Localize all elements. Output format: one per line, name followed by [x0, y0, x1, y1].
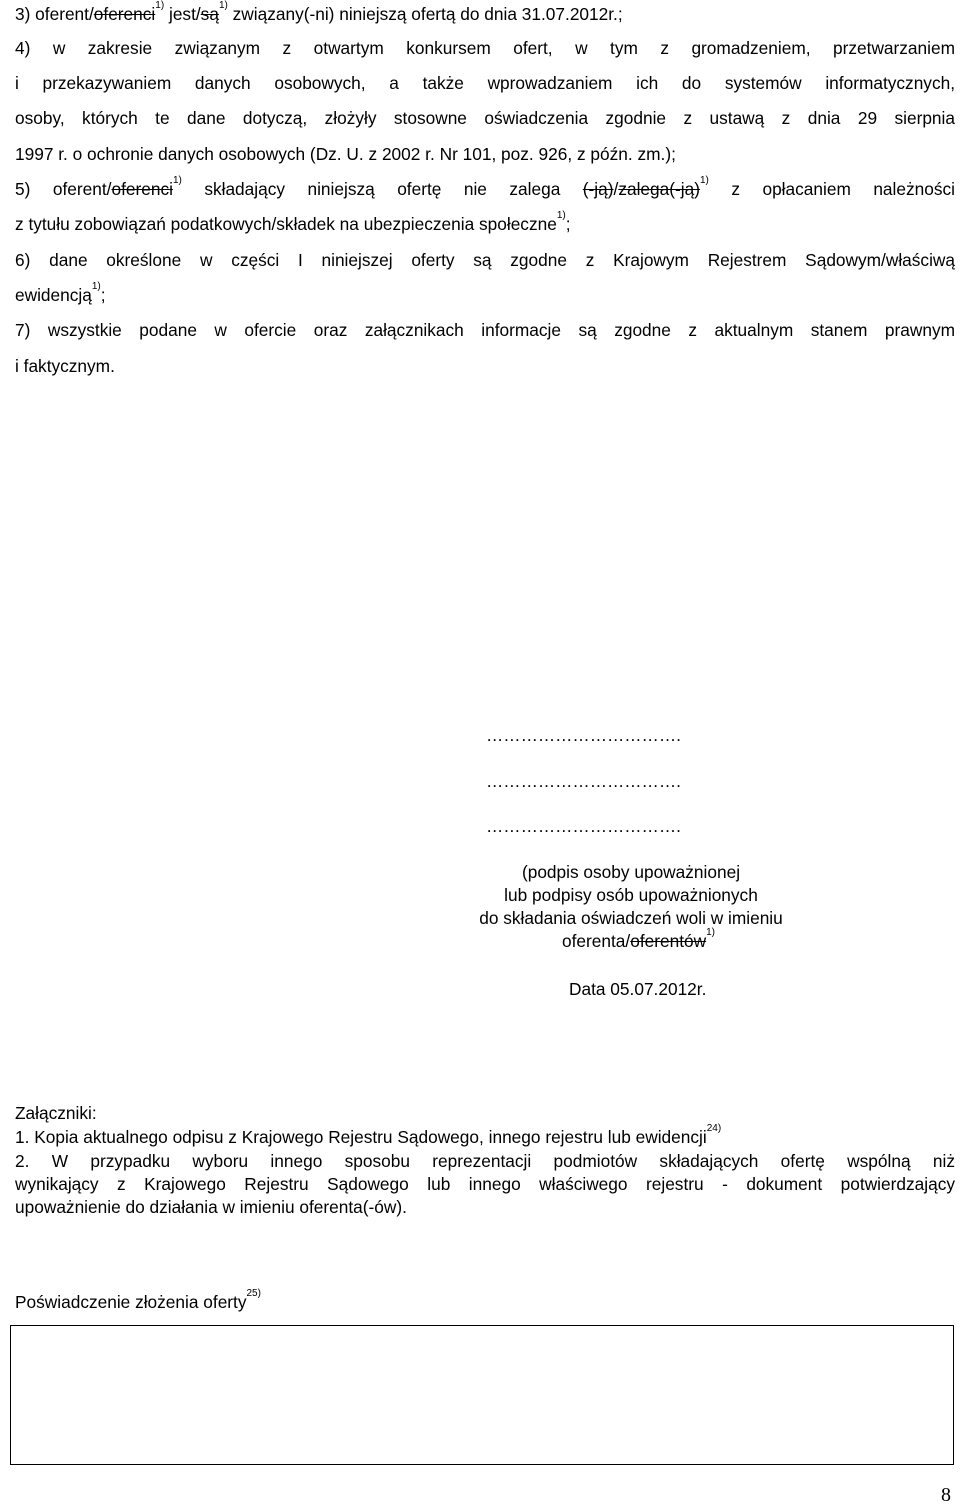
text: ; — [100, 285, 106, 305]
item-4-line-4: 1997 r. o ochronie danych osobowych (Dz. U. z 2002 r. Nr 101, poz. 926, z późn. zm.); — [15, 144, 676, 164]
page-number: 8 — [941, 1484, 951, 1506]
text: 3) oferent/ — [15, 4, 94, 24]
confirmation-box — [10, 1325, 954, 1465]
signature-dots-line: ……………………………. — [486, 725, 681, 745]
struck-text: zalega(-ją) — [618, 179, 700, 199]
text: składający niniejszą ofertę nie zalega — [181, 179, 583, 199]
footnote-ref: 24) — [706, 1123, 722, 1134]
text: jest/ — [164, 4, 201, 24]
struck-text: oferenci — [111, 179, 173, 199]
footnote-ref: 1) — [699, 175, 709, 186]
text: ewidencją — [15, 285, 92, 305]
item-6-line-1: 6) dane określone w części I niniejszej oferty są zgodne z Krajowym Rejestrem Sądowym/właściwą — [15, 250, 955, 270]
footnote-ref: 1) — [172, 175, 182, 186]
confirmation-label — [15, 1288, 261, 1313]
signature-caption-line-3: do składania oświadczeń woli w imieniu — [479, 908, 783, 928]
signature-dots-line: ……………………………. — [486, 816, 681, 836]
item-7-line-1: 7) wszystkie podane w ofercie oraz załącznikach informacje są zgodne z aktualnym stanem prawnym — [15, 320, 955, 340]
item-6-line-2 — [15, 281, 106, 306]
item-5-line-1 — [15, 175, 955, 200]
attachment-2-line-1: 2. W przypadku wyboru innego sposobu reprezentacji podmiotów składających ofertę wspólną niż — [15, 1151, 955, 1171]
text: związany(-ni) niniejszą ofertą do dnia 31.07.2012r.; — [227, 4, 623, 24]
text: 5) oferent/ — [15, 179, 112, 199]
struck-text: oferentów — [630, 931, 707, 951]
footnote-ref: 1) — [556, 210, 566, 221]
text: oferenta/ — [562, 931, 631, 951]
signature-caption-line-1: (podpis osoby upoważnionej — [521, 862, 741, 882]
struck-text: (-ją) — [582, 179, 614, 199]
signature-date: Data 05.07.2012r. — [569, 979, 707, 999]
text: z tytułu zobowiązań podatkowych/składek na ubezpieczenia społeczne — [15, 214, 557, 234]
footnote-ref: 1) — [218, 0, 228, 11]
text: / — [613, 179, 619, 199]
signature-dots-line: ……………………………. — [486, 771, 681, 791]
signature-caption-line-2: lub podpisy osób upoważnionych — [504, 885, 758, 905]
text: ; — [565, 214, 571, 234]
item-4-line-2: i przekazywaniem danych osobowych, a także wprowadzaniem ich do systemów informatycznych, — [15, 73, 955, 93]
text: 1. Kopia aktualnego odpisu z Krajowego Rejestru Sądowego, innego rejestru lub ewidencji — [15, 1127, 707, 1147]
attachments-heading: Załączniki: — [15, 1103, 97, 1123]
item-7-line-2: i faktycznym. — [15, 356, 115, 376]
struck-text: oferenci — [93, 4, 156, 24]
item-3-line — [15, 0, 623, 25]
item-4-line-1: 4) w zakresie związanym z otwartym konkursem ofert, w tym z gromadzeniem, przetwarzaniem — [15, 38, 955, 58]
attachment-1 — [15, 1123, 722, 1148]
attachment-2-line-2: wynikający z Krajowego Rejestru Sądowego lub innego właściwego rejestru - dokument potwierdzający — [15, 1174, 955, 1194]
footnote-ref: 25) — [246, 1288, 261, 1299]
struck-text: są — [200, 4, 219, 24]
footnote-ref: 1) — [155, 0, 165, 11]
attachment-2-line-3: upoważnienie do działania w imieniu oferenta(-ów). — [15, 1197, 407, 1217]
item-5-line-2 — [15, 210, 571, 235]
text: Poświadczenie złożenia oferty — [15, 1292, 247, 1312]
footnote-ref: 1) — [91, 281, 101, 292]
item-4-line-3: osoby, których te dane dotyczą, złożyły stosowne oświadczenia zgodnie z ustawą z dnia 29 sierpnia — [15, 108, 955, 128]
footnote-ref: 1) — [706, 927, 716, 938]
signature-caption-line-4 — [562, 927, 716, 952]
text: z opłacaniem należności — [708, 179, 955, 199]
